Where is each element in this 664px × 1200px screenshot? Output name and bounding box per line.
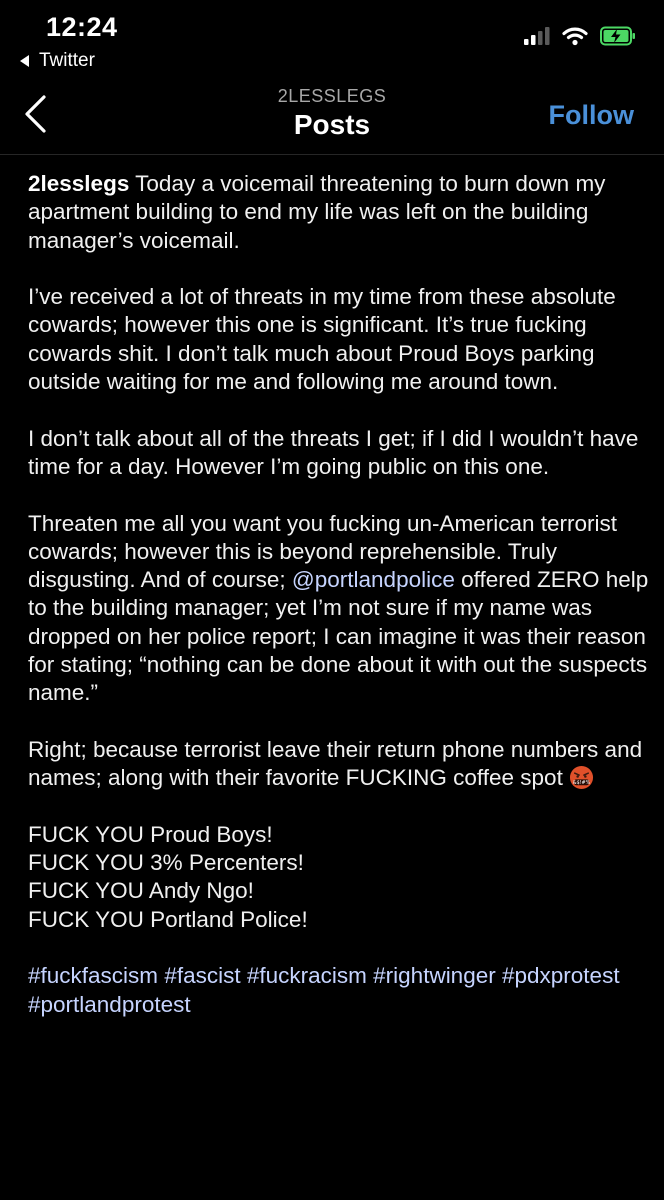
wifi-icon: [562, 26, 588, 46]
caption-paragraph-3: I don’t talk about all of the threats I get; if I did I wouldn’t have time for a day. However I’m going public on this one.: [28, 425, 639, 479]
caption-paragraph-6: [28, 821, 650, 934]
hashtag-link[interactable]: #rightwinger: [373, 963, 496, 989]
face-with-symbols-on-mouth-icon: [569, 765, 594, 790]
mention-link[interactable]: @portlandpolice: [291, 567, 455, 593]
battery-charging-icon: [600, 26, 636, 46]
caption-paragraph-4: [28, 510, 650, 708]
caption-paragraph-5: [28, 736, 650, 793]
shout-line: FUCK YOU Portland Police!: [28, 906, 308, 932]
caption-hashtags: [28, 962, 650, 1019]
hashtag-link[interactable]: #fuckracism: [246, 963, 367, 989]
shout-line: FUCK YOU 3% Percenters!: [28, 850, 304, 876]
hashtag-link[interactable]: #fascist: [164, 963, 241, 989]
back-to-app-link[interactable]: [20, 50, 95, 72]
follow-button[interactable]: Follow: [548, 100, 634, 130]
caption-text-4a: Threaten me all you want you fucking un-American terrorist cowards; however this is beyond reprehensible. Truly disgusting. And of course;: [28, 510, 618, 593]
post-author-link[interactable]: 2lesslegs: [28, 171, 130, 196]
caption-text-4b: offered ZERO help to the building manager; yet I’m not sure if my name was dropped on her police report; I can imagine it was their reason for stating; “nothing can be done about it with out the suspects name.”: [28, 567, 649, 706]
hashtag-link[interactable]: #fuckfascism: [28, 963, 159, 989]
caption-paragraph-1: [28, 170, 650, 255]
page-title: Posts: [293, 109, 371, 140]
nav-bar: [0, 80, 664, 155]
hashtag-link[interactable]: #pdxprotest: [502, 963, 620, 989]
caption-text-1: Today a voicemail threatening to burn down my apartment building to end my life was left on the building manager’s voicemail.: [28, 171, 606, 253]
shout-line: FUCK YOU Andy Ngo!: [28, 878, 254, 904]
status-time: 12:24: [46, 12, 118, 42]
shout-line: FUCK YOU Proud Boys!: [28, 821, 273, 847]
back-to-app-label: Twitter: [39, 50, 95, 71]
svg-text:&$!#%: &$!#%: [572, 781, 591, 787]
back-arrow-small-icon: [20, 55, 29, 67]
cellular-signal-icon: [524, 27, 550, 45]
post-caption: [28, 170, 650, 1047]
profile-username: 2LESSLEGS: [277, 86, 387, 106]
hashtag-link[interactable]: #portlandprotest: [28, 991, 191, 1017]
status-icons: [524, 26, 636, 46]
caption-paragraph-2: I’ve received a lot of threats in my time from these absolute cowards; however this one is significant. It’s true fucking cowards shit. I don’t talk much about Proud Boys parking outside waiting for me and following me around town.: [28, 284, 616, 395]
caption-text-5: Right; because terrorist leave their return phone numbers and names; along with their favorite FUCKING coffee spot: [28, 736, 643, 791]
status-bar: [0, 0, 664, 78]
